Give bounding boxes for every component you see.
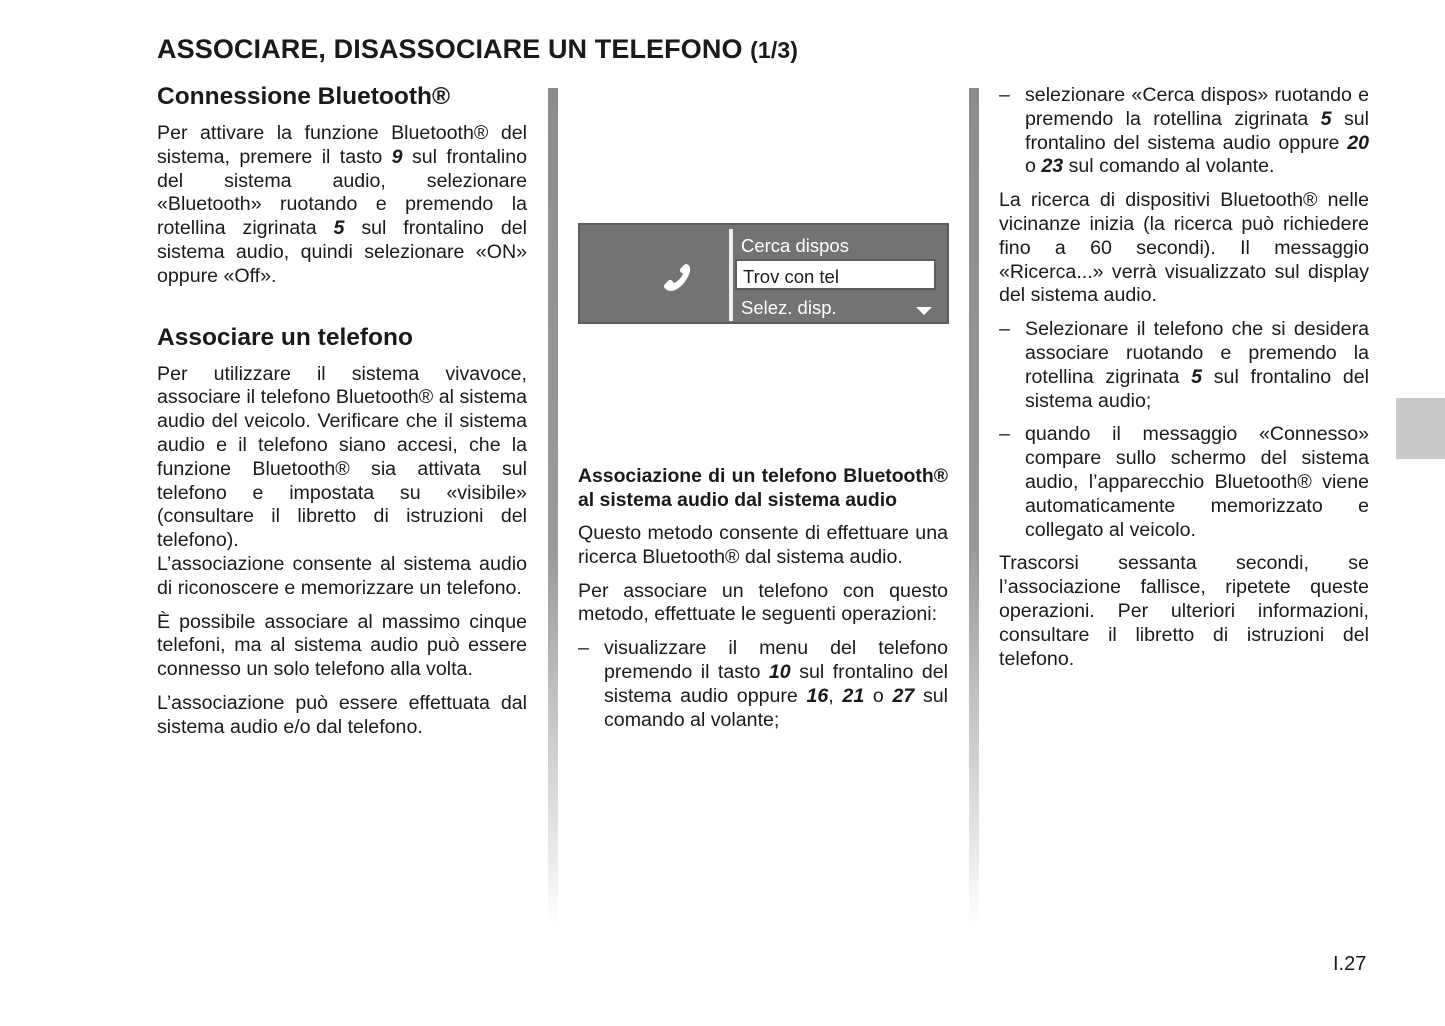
key-number: 10 [768, 660, 791, 683]
page-title-part: (1/3) [750, 37, 798, 63]
paragraph-method: Questo metodo consente di effettuare una ricerca Bluetooth® dal sistema audio. [578, 522, 948, 568]
column-3 [999, 84, 1369, 671]
dash-mark: – [999, 84, 1010, 106]
text-run: sul frontalino del sistema audio, quindi selezionare «ON» oppure «Off». [157, 217, 527, 287]
text-run: sul frontalino del sistema audio; [1025, 365, 1369, 412]
dash-mark: – [578, 637, 589, 660]
text-run: sul comando al volante; [604, 684, 948, 731]
list-item-step-3 [999, 318, 1369, 413]
dash-mark: – [999, 318, 1010, 341]
text-run: Per attivare la funzione Bluetooth® del sistema, premere il tasto [157, 122, 527, 168]
key-number: 5 [333, 217, 345, 240]
menu-item-selez-disp: Selez. disp. [741, 297, 837, 318]
key-number: 5 [1320, 107, 1332, 130]
key-number: 9 [391, 145, 403, 168]
section-tab-marker [1396, 398, 1445, 459]
paragraph-retry: Trascorsi sessanta secondi, se l’associazione fallisce, ripetete queste operazioni. Per ulteriori informazioni, consultare il libretto di istruzioni del telefono. [999, 552, 1369, 670]
display-separator [729, 229, 733, 321]
column-divider-2 [969, 88, 979, 928]
column-divider-1 [548, 88, 558, 928]
column-2 [578, 464, 948, 732]
list-item-step-4 [999, 423, 1369, 542]
paragraph-operations: Per associare un telefono con questo metodo, effettuate le seguenti operazioni: [578, 579, 948, 626]
heading-bluetooth-connection: Connessione Bluetooth® [157, 83, 450, 110]
list-item-step-2 [999, 84, 1369, 179]
key-number: 27 [892, 684, 915, 707]
text-run: o [864, 684, 893, 707]
text-run: sul frontalino del sistema audio oppure [604, 660, 948, 707]
menu-item-trov-con-tel: Trov con tel [735, 259, 936, 290]
dash-mark: – [999, 423, 1010, 446]
heading-pair-phone: Associare un telefono [157, 323, 413, 351]
paragraph-pair-methods: L’associazione può essere effettuata dal sistema audio e/o dal telefono. [157, 691, 527, 738]
text-run: sul frontalino del sistema audio oppure [1025, 107, 1369, 154]
key-number: 5 [1191, 365, 1203, 388]
paragraph-bluetooth-activation [157, 122, 527, 289]
text-run: selezionare «Cerca dispos» ruotando e premendo la rotellina zigrinata [1025, 84, 1369, 130]
subheading-pair-from-audio: Associazione di un telefono Bluetooth® al sistema audio dal sistema audio [578, 465, 948, 511]
key-number: 16 [806, 684, 829, 707]
key-number: 21 [842, 684, 865, 707]
page-title [157, 34, 798, 65]
page-title-main: ASSOCIARE, DISASSOCIARE UN TELEFONO [157, 34, 743, 64]
caret-down-icon [916, 307, 932, 315]
text-run: o [1025, 155, 1042, 178]
phone-icon [658, 259, 694, 295]
menu-item-cerca-dispos: Cerca dispos [741, 235, 849, 256]
paragraph-pair-purpose: L’associazione consente al sistema audio di riconoscere e memorizzare un telefono. [157, 552, 527, 599]
text-run: visualizzare il menu del telefono premendo il tasto [604, 637, 948, 683]
audio-display-illustration [578, 223, 949, 324]
key-number: 23 [1041, 155, 1064, 178]
text-run: sul comando al volante. [1063, 155, 1275, 178]
list-item-step-1 [578, 637, 948, 732]
text-run: sul frontalino del sistema audio, selezionare «Bluetooth» ruotando e premendo la rotellina zigrinata [157, 145, 527, 240]
column-1 [157, 82, 527, 740]
page-number: I.27 [1333, 953, 1367, 975]
text-run: quando il messaggio «Connesso» compare sullo schermo del sistema audio, l’apparecchio Bluetooth® viene automaticamente memorizzato e collegato al veicolo. [1025, 423, 1369, 541]
paragraph-pair-limit: È possibile associare al massimo cinque telefoni, ma al sistema audio può essere connesso un solo telefono alla volta. [157, 610, 527, 681]
paragraph-pair-intro: Per utilizzare il sistema vivavoce, associare il telefono Bluetooth® al sistema audio del veicolo. Verificare che il sistema audio e il telefono siano accesi, che la funzione Bluetooth® sia attivata sul telefono e impostata su «visibile» (consultare il libretto di istruzioni del telefono). [157, 362, 527, 552]
key-number: 20 [1347, 131, 1369, 154]
text-run: Selezionare il telefono che si desidera associare ruotando e premendo la rotellina zigrinata [1025, 318, 1369, 388]
paragraph-search-start: La ricerca di dispositivi Bluetooth® nelle vicinanze inizia (la ricerca può richiedere fino a 60 secondi). Il messaggio «Ricerca...» verrà visualizzato sul display del sistema audio. [999, 189, 1369, 307]
text-run: , [828, 684, 843, 707]
